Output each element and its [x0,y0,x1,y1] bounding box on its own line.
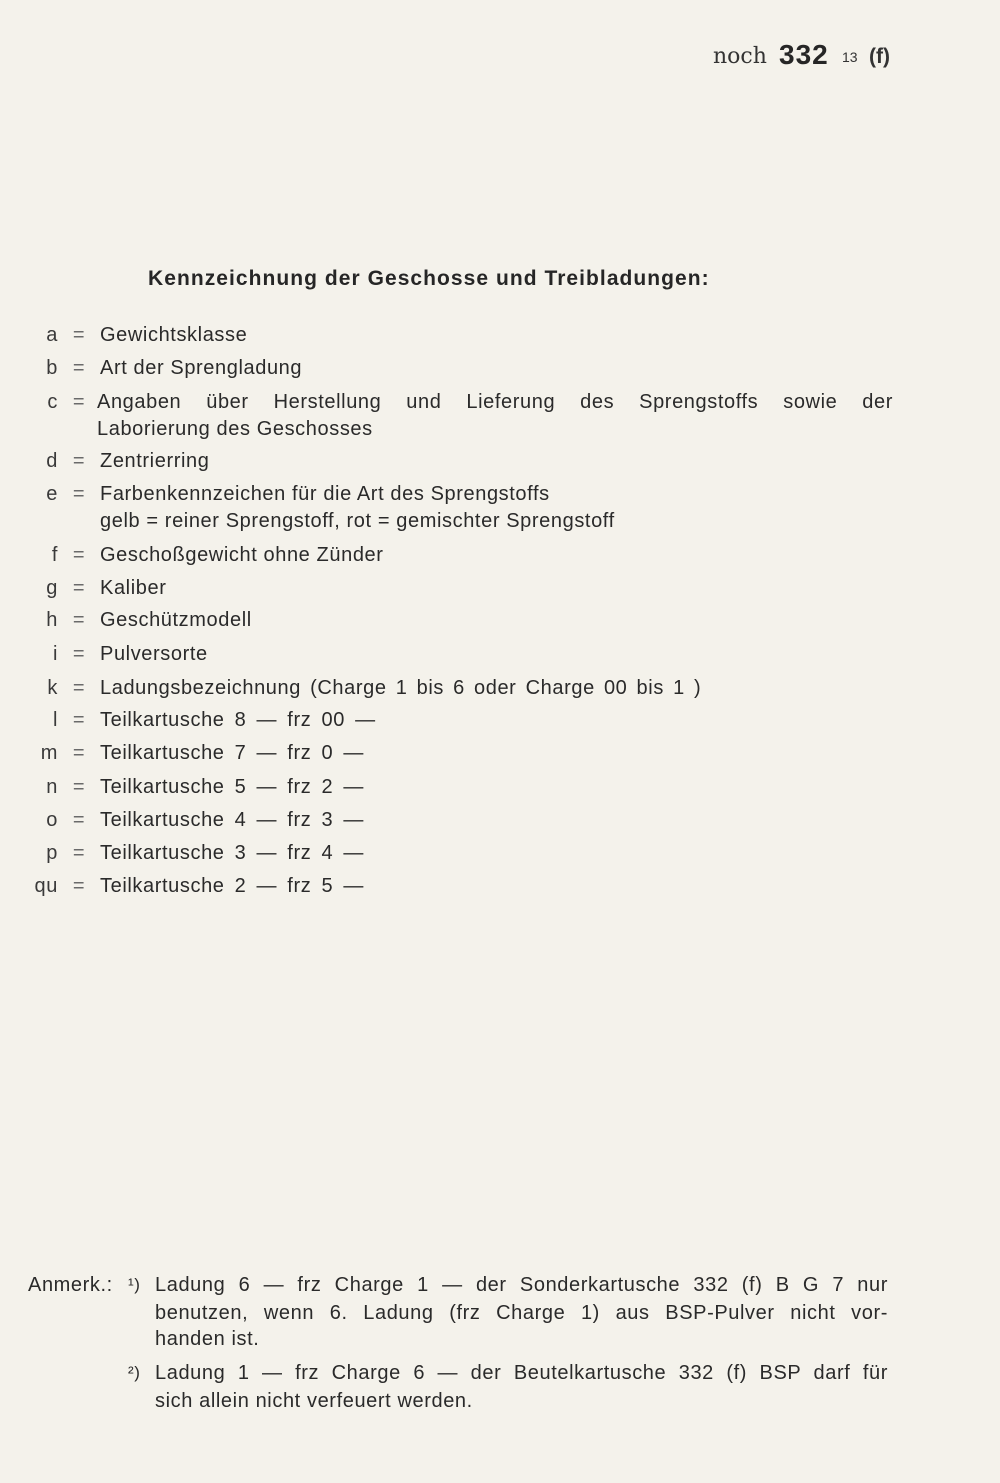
equals-sign: = [72,324,86,346]
legend-text: Teilkartusche 7 — frz 0 — [100,742,364,764]
legend-letter: l [52,709,58,731]
legend-text: Gewichtsklasse [100,324,248,346]
legend-text: Kaliber [100,577,167,599]
equals-sign: = [72,609,86,631]
header-suffix: (f) [869,45,890,68]
legend-text: Teilkartusche 2 — frz 5 — [100,875,364,897]
header-prefix: noch [713,44,767,69]
equals-sign: = [72,483,86,505]
legend-letter: a [46,324,58,346]
legend-letter: f [51,544,58,566]
legend-letter: h [46,609,58,631]
legend-text: Ladungsbezeichnung (Charge 1 bis 6 oder Charge 00 bis 1 ) [100,677,702,699]
legend-row-e [0,482,1000,538]
equals-sign: = [72,357,86,379]
footnote-marker: ²) [128,1363,141,1382]
equals-sign: = [72,391,86,413]
legend-text: Pulversorte [100,643,208,665]
footnote-line: sich allein nicht verfeuert werden. [155,1390,473,1412]
legend-letter: n [46,776,58,798]
equals-sign: = [72,776,86,798]
legend-text: Angaben über Herstellung und Lieferung des Sprengstoffs sowie der [97,391,893,413]
header-subnumber: 13 [842,49,858,65]
section-heading: Kennzeichnung der Geschosse und Treibladungen: [148,267,710,290]
legend-letter: qu [34,875,58,897]
footnote-2 [0,1361,1000,1451]
legend-letter: o [46,809,58,831]
legend-text-continued: gelb = reiner Sprengstoff, rot = gemischter Sprengstoff [100,510,615,532]
legend-letter: d [46,450,58,472]
equals-sign: = [72,577,86,599]
legend-text: Farbenkennzeichen für die Art des Sprengstoffs [100,483,550,505]
legend-text: Teilkartusche 8 — frz 00 — [100,709,376,731]
legend-letter: e [46,483,58,505]
legend-letter: c [47,391,58,413]
legend-text: Zentrierring [100,450,210,472]
legend-letter: i [52,643,58,665]
legend-letter: m [40,742,58,764]
note-label: Anmerk.: [28,1274,113,1296]
equals-sign: = [72,809,86,831]
legend-row-qu [0,874,1000,930]
header-number: 332 [779,39,829,70]
legend-text: Teilkartusche 4 — frz 3 — [100,809,364,831]
legend-letter: g [46,577,58,599]
equals-sign: = [72,842,86,864]
footnote-1 [0,1273,1000,1363]
equals-sign: = [72,742,86,764]
footnote-line: Ladung 1 — frz Charge 6 — der Beutelkartusche 332 (f) BSP darf für [155,1362,888,1384]
equals-sign: = [72,875,86,897]
legend-letter: b [46,357,58,379]
equals-sign: = [72,677,86,699]
legend-letter: k [47,677,58,699]
legend-text: Teilkartusche 5 — frz 2 — [100,776,364,798]
equals-sign: = [72,643,86,665]
footnote-marker: ¹) [128,1275,141,1294]
legend-text-continued: Laborierung des Geschosses [97,418,373,440]
legend-text: Geschoßgewicht ohne Zünder [100,544,384,566]
equals-sign: = [72,709,86,731]
equals-sign: = [72,544,86,566]
legend-letter: p [46,842,58,864]
footnote-line: benutzen, wenn 6. Ladung (frz Charge 1) aus BSP-Pulver nicht vor- [155,1302,888,1324]
footnote-line: handen ist. [155,1328,260,1350]
footnote-line: Ladung 6 — frz Charge 1 — der Sonderkartusche 332 (f) B G 7 nur [155,1274,888,1296]
legend-text: Teilkartusche 3 — frz 4 — [100,842,364,864]
legend-text: Art der Sprengladung [100,357,303,379]
legend-row-c [0,390,1000,446]
legend-text: Geschützmodell [100,609,252,631]
equals-sign: = [72,450,86,472]
